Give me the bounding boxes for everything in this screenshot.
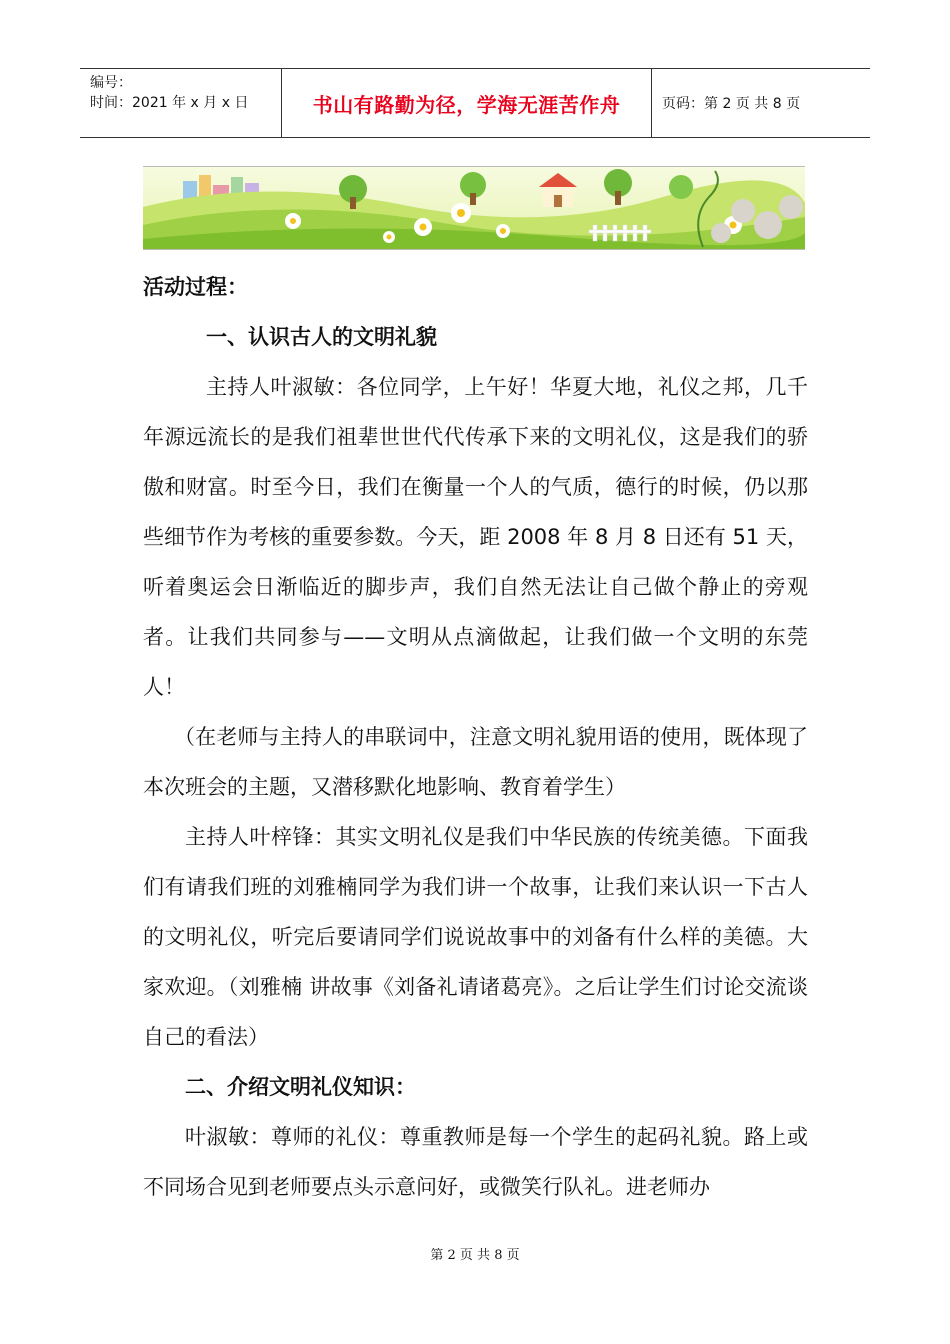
- page-info: 页码：第 2 页 共 8 页: [662, 96, 801, 112]
- landscape-banner-icon: [143, 166, 805, 250]
- time-label: 时间：2021 年 x 月 x 日: [90, 95, 249, 111]
- paragraph-teacher-note: （在老师与主持人的串联词中，注意文明礼貌用语的使用，既体现了本次班会的主题，又潜移默化地影响、教育着学生）: [143, 725, 808, 799]
- heading-activity-process: 活动过程：: [143, 275, 248, 299]
- header-page-cell: [652, 69, 870, 137]
- number-label: 编号：: [90, 75, 132, 91]
- page-footer: [0, 1244, 950, 1263]
- paragraph-respect-teacher: 叶淑敏：尊师的礼仪：尊重教师是每一个学生的起码礼貌。路上或不同场合见到老师要点头示意问好，或微笑行队礼。进老师办: [143, 1125, 808, 1199]
- document-body: [143, 262, 808, 1212]
- header-meta-cell: [80, 69, 282, 137]
- document-header: [80, 68, 870, 138]
- section-1-title: 一、认识古人的文明礼貌: [206, 325, 437, 349]
- header-motto-cell: [282, 69, 652, 137]
- paragraph-story-intro: 主持人叶梓锋：其实文明礼仪是我们中华民族的传统美德。下面我们有请我们班的刘雅楠同学为我们讲一个故事，让我们来认识一下古人的文明礼仪，听完后要请同学们说说故事中的刘备有什么样的美德。大家欢迎。（刘雅楠 讲故事《刘备礼请诸葛亮》。之后让学生们讨论交流谈自己的看法）: [143, 825, 808, 1049]
- motto-text: 书山有路勤为径，学海无涯苦作舟: [312, 92, 621, 117]
- footer-page-number: 第 2 页 共 8 页: [430, 1248, 520, 1263]
- paragraph-host-intro: 主持人叶淑敏：各位同学，上午好！华夏大地，礼仪之邦，几千年源远流长的是我们祖辈世世代代传承下来的文明礼仪，这是我们的骄傲和财富。时至今日，我们在衡量一个人的气质，德行的时候，仍以那些细节作为考核的重要参数。今天，距 2008 年 8 月 8 日还有 51 天，听着奥运会日渐临近的脚步声，我们自然无法让自己做个静止的旁观者。让我们共同参与——文明从点滴做起，让我们做一个文明的东莞人！: [143, 375, 808, 699]
- section-2-title: 二、介绍文明礼仪知识：: [185, 1075, 416, 1099]
